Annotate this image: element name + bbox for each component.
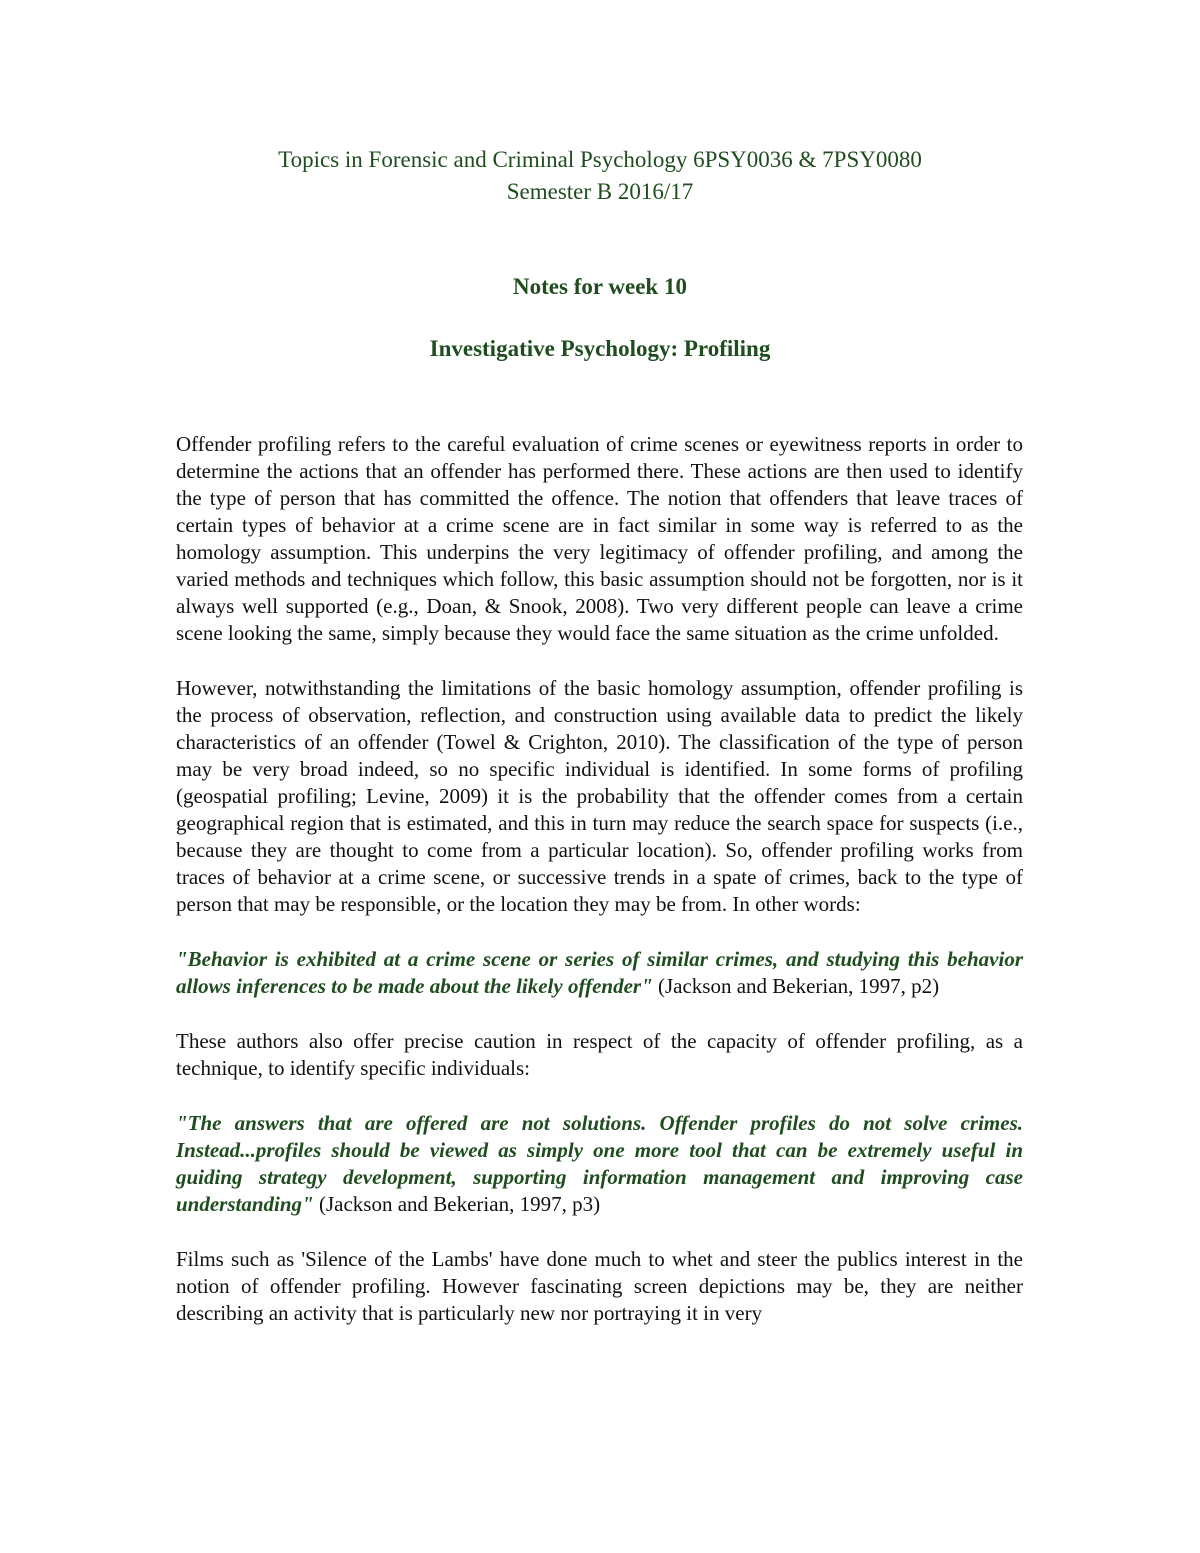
document-body <box>176 431 1023 1355</box>
quote-text-1: "Behavior is exhibited at a crime scene or series of similar crimes, and studying this behavior allows inferences to be made about the likely offender" <box>176 947 1023 998</box>
quote-block-1 <box>176 946 1023 1000</box>
week-title: Notes for week 10 <box>513 274 687 299</box>
quote-citation-1: (Jackson and Bekerian, 1997, p2) <box>652 974 940 998</box>
paragraph-films: Films such as 'Silence of the Lambs' have done much to whet and steer the publics interest in the notion of offender profiling. However fascinating screen depictions may be, they are neither describing an activity that is particularly new nor portraying it in very <box>176 1247 1023 1325</box>
topic-title: Investigative Psychology: Profiling <box>429 336 771 361</box>
semester-label: Semester B 2016/17 <box>506 179 694 204</box>
quote-citation-2: (Jackson and Bekerian, 1997, p3) <box>313 1192 601 1216</box>
quote-text-2: "The answers that are offered are not solutions. Offender profiles do not solve crimes. Instead...profiles should be viewed as simply one more tool that can be extremely useful in guiding strategy development, supporting information management and improving case understanding" <box>176 1111 1023 1216</box>
paragraph-caution: These authors also offer precise caution in respect of the capacity of offender profiling, as a technique, to identify specific individuals: <box>176 1029 1023 1080</box>
course-title: Topics in Forensic and Criminal Psychology 6PSY0036 & 7PSY0080 <box>278 147 922 172</box>
paragraph-definition: However, notwithstanding the limitations of the basic homology assumption, offender profiling is the process of observation, reflection, and construction using available data to predict the likely characteristics of an offender (Towel & Crighton, 2010). The classification of the type of person may be very broad indeed, so no specific individual is identified. In some forms of profiling (geospatial profiling; Levine, 2009) it is the probability that the offender comes from a certain geographical region that is estimated, and this in turn may reduce the search space for suspects (i.e., because they are thought to come from a particular location). So, offender profiling works from traces of behavior at a crime scene, or successive trends in a spate of crimes, back to the type of person that may be responsible, or the location they may be from. In other words: <box>176 676 1023 916</box>
quote-block-2 <box>176 1110 1023 1218</box>
paragraph-intro: Offender profiling refers to the careful evaluation of crime scenes or eyewitness reports in order to determine the actions that an offender has performed there. These actions are then used to identify the type of person that has committed the offence. The notion that offenders that leave traces of certain types of behavior at a crime scene are in fact similar in some way is referred to as the homology assumption. This underpins the very legitimacy of offender profiling, and among the varied methods and techniques which follow, this basic assumption should not be forgotten, nor is it always well supported (e.g., Doan, & Snook, 2008). Two very different people can leave a crime scene looking the same, simply because they would face the same situation as the crime unfolded. <box>176 432 1023 645</box>
